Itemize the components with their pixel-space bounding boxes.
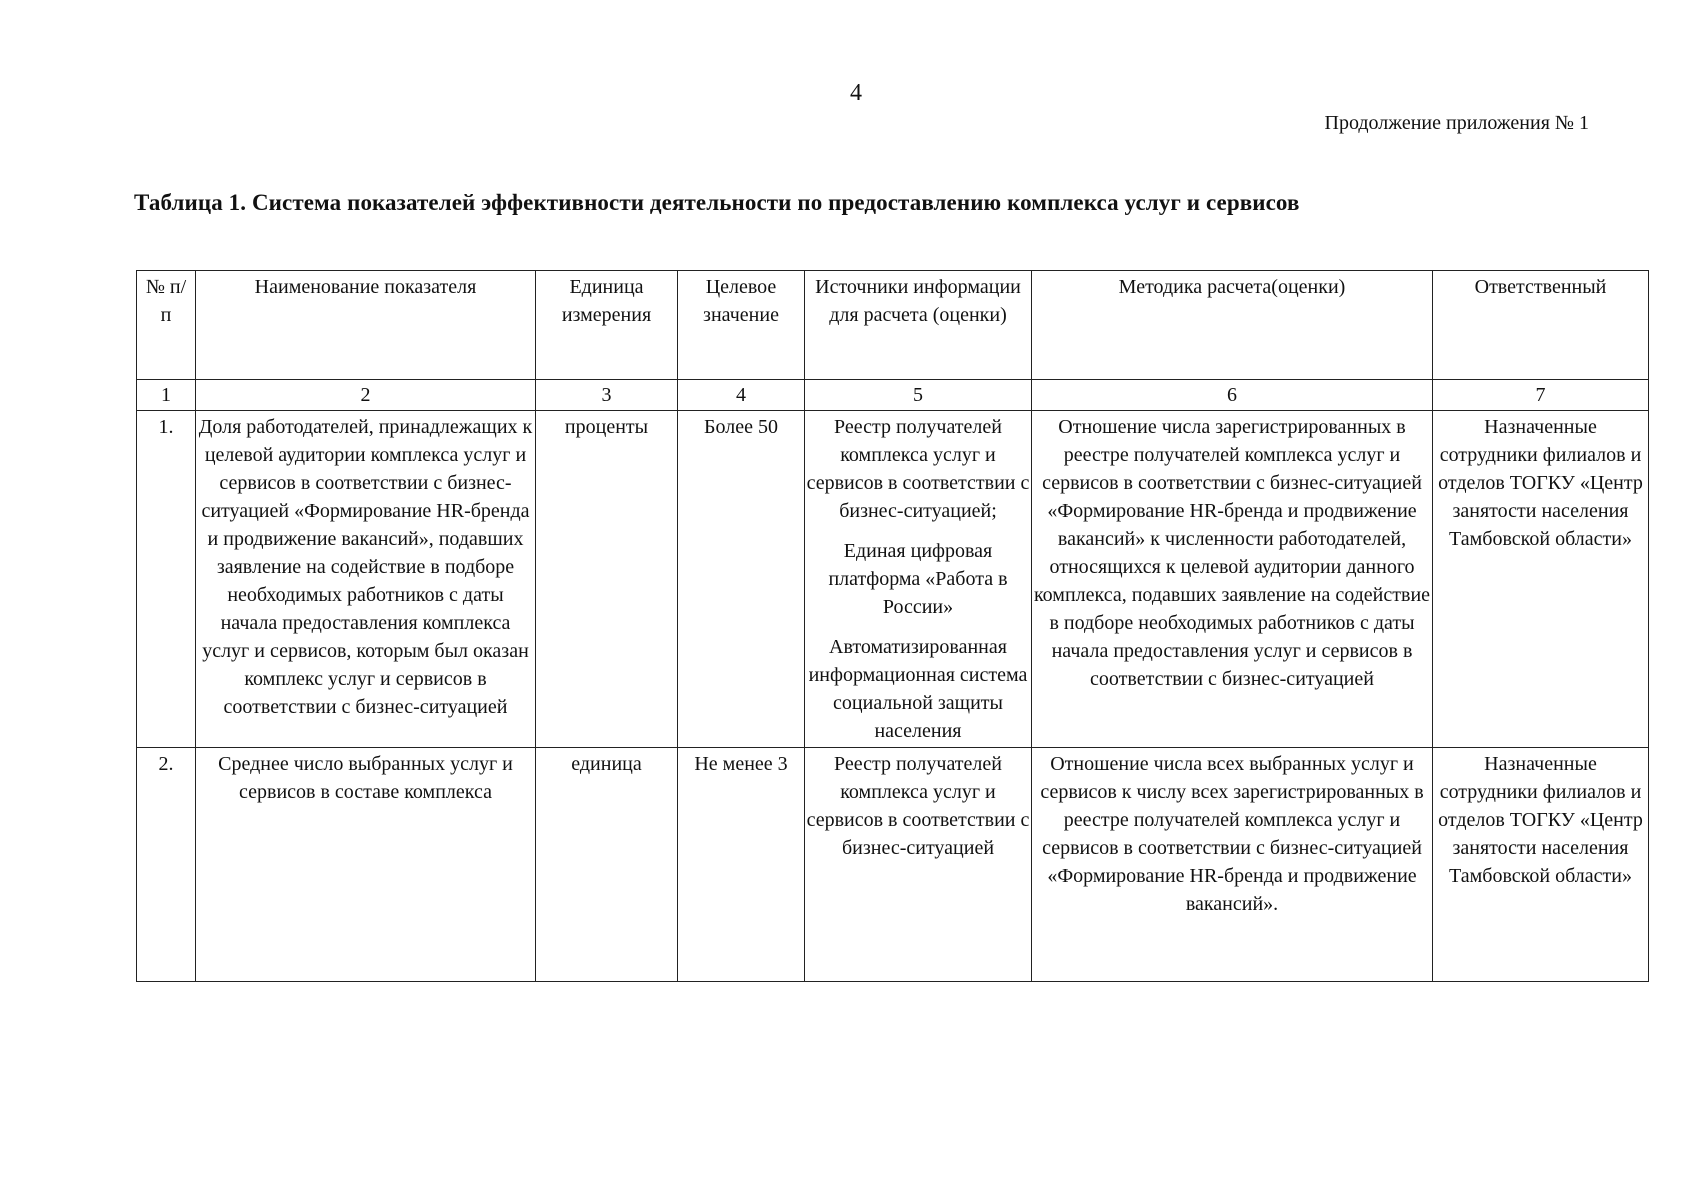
responsible: Назначенные сотрудники филиалов и отделов ТОГКУ «Центр занятости населения Тамбовской области»	[1433, 411, 1649, 748]
source-item: Реестр получателей комплекса услуг и сервисов в соответствии с бизнес-ситуацией;	[806, 416, 1030, 522]
page-number: 4	[850, 80, 862, 106]
col-number-2: 2	[196, 380, 536, 411]
col-number-5: 5	[805, 380, 1032, 411]
table-title: Таблица 1. Система показателей эффективности деятельности по предоставлению комплекса услуг и сервисов	[134, 190, 1300, 215]
source-item: Реестр получателей комплекса услуг и сервисов в соответствии с бизнес-ситуацией	[806, 753, 1030, 859]
col-number-3: 3	[536, 380, 678, 411]
indicator-name: Доля работодателей, принадлежащих к целевой аудитории комплекса услуг и сервисов в соответствии с бизнес-ситуацией «Формирование HR-бренда и продвижение вакансий», подавших заявление на содействие в подборе необходимых работников с даты начала предоставления комплекса услуг и сервисов, которым был оказан комплекс услуг и сервисов в соответствии с бизнес-ситуацией	[196, 411, 536, 748]
target-value: Более 50	[678, 411, 805, 748]
source-item: Автоматизированная информационная система социальной защиты населения	[808, 636, 1028, 742]
header-method: Методика расчета(оценки)	[1032, 271, 1433, 380]
unit: проценты	[536, 411, 678, 748]
header-sources: Источники информации для расчета (оценки)	[805, 271, 1032, 380]
table-row	[137, 748, 1649, 982]
calculation-method: Отношение числа зарегистрированных в реестре получателей комплекса услуг и сервисов в соответствии с бизнес-ситуацией «Формирование HR-бренда и продвижение вакансий» к численности работодателей, относящихся к целевой аудитории данного комплекса, подавших заявление на содействие в подборе необходимых работников с даты начала предоставления услуг и сервисов в соответствии с бизнес-ситуацией	[1032, 411, 1433, 748]
col-number-1: 1	[137, 380, 196, 411]
appendix-note: Продолжение приложения № 1	[1324, 112, 1589, 134]
header-unit: Единица измерения	[536, 271, 678, 380]
indicator-name: Среднее число выбранных услуг и сервисов в составе комплекса	[196, 748, 536, 982]
col-number-6: 6	[1032, 380, 1433, 411]
sources	[805, 748, 1032, 982]
indicators-table	[136, 270, 1649, 982]
table-row	[137, 411, 1649, 748]
header-indicator-name: Наименование показателя	[196, 271, 536, 380]
header-row	[137, 271, 1649, 380]
row-number: 1.	[137, 411, 196, 748]
header-responsible: Ответственный	[1433, 271, 1649, 380]
unit: единица	[536, 748, 678, 982]
header-target: Целевое значение	[678, 271, 805, 380]
row-number: 2.	[137, 748, 196, 982]
header-number: № п/ п	[137, 271, 196, 380]
source-item: Единая цифровая платформа «Работа в России»	[828, 540, 1008, 618]
column-numbers-row	[137, 380, 1649, 411]
target-value: Не менее 3	[678, 748, 805, 982]
calculation-method: Отношение числа всех выбранных услуг и сервисов к числу всех зарегистрированных в реестре получателей комплекса услуг и сервисов в соответствии с бизнес-ситуацией «Формирование HR-бренда и продвижение вакансий».	[1032, 748, 1433, 982]
responsible: Назначенные сотрудники филиалов и отделов ТОГКУ «Центр занятости населения Тамбовской области»	[1433, 748, 1649, 982]
col-number-4: 4	[678, 380, 805, 411]
col-number-7: 7	[1433, 380, 1649, 411]
sources	[805, 411, 1032, 748]
